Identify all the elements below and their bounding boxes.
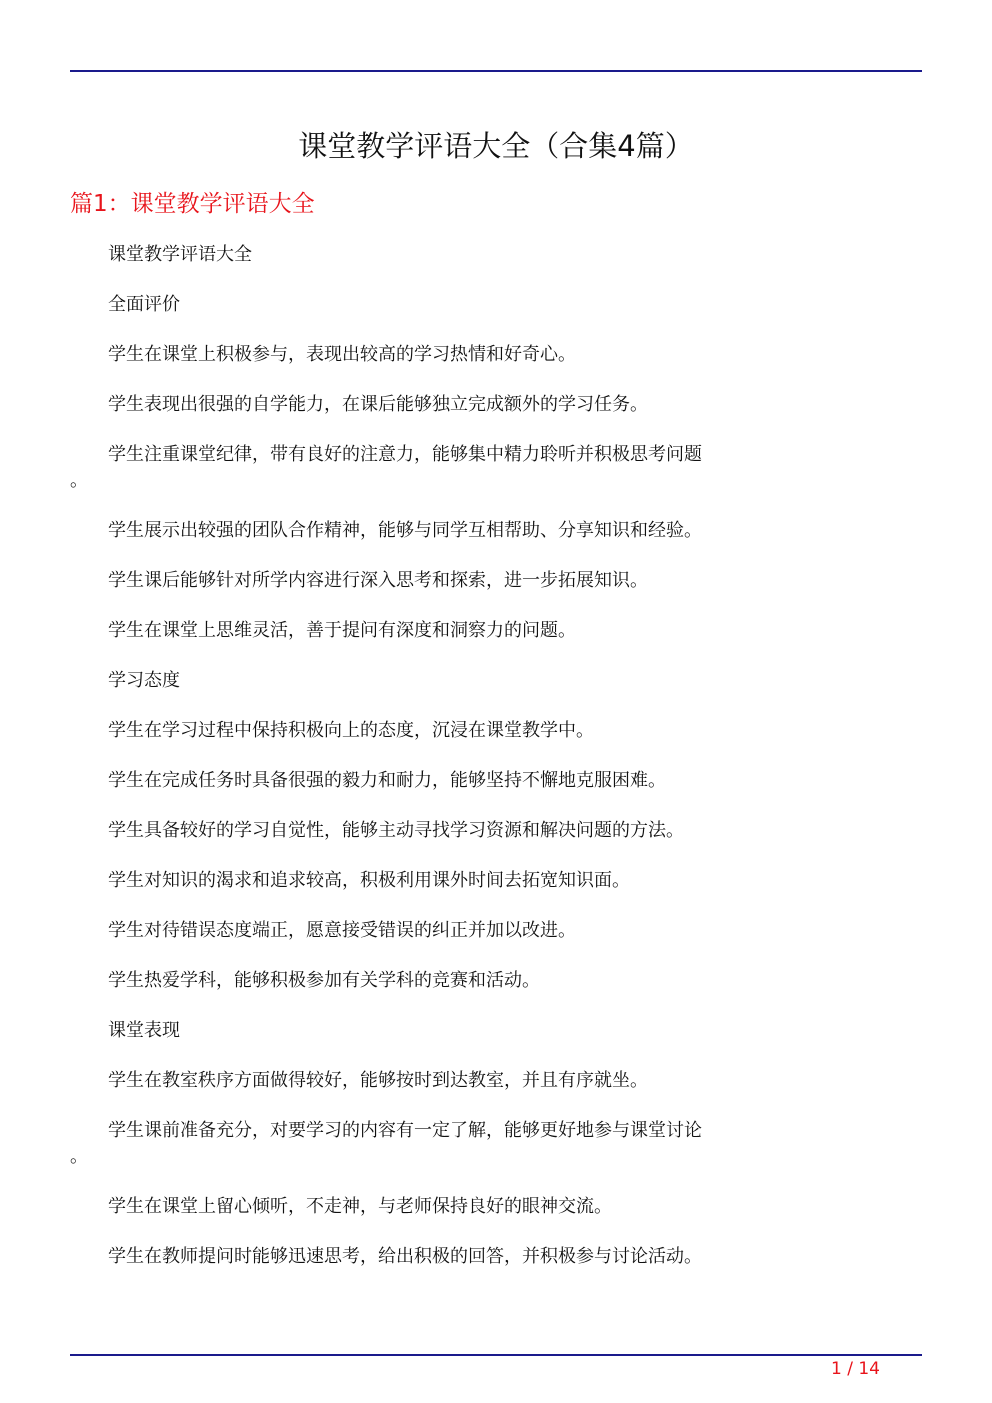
- document-body: [70, 242, 800, 1294]
- footer-rule: [70, 1354, 922, 1356]
- paragraph-text: 学生课前准备充分，对要学习的内容有一定了解，能够更好地参与课堂讨论: [108, 1120, 702, 1141]
- paragraph: 课堂教学评语大全: [108, 244, 252, 265]
- paragraph: 学生在课堂上积极参与，表现出较高的学习热情和好奇心。: [108, 344, 576, 365]
- paragraph: [70, 1118, 800, 1170]
- paragraph: 学生课后能够针对所学内容进行深入思考和探索，进一步拓展知识。: [108, 570, 648, 591]
- paragraph: 学生展示出较强的团队合作精神，能够与同学互相帮助、分享知识和经验。: [108, 520, 702, 541]
- paragraph: 课堂表现: [108, 1020, 180, 1041]
- paragraph: [70, 442, 800, 494]
- page-indicator: 1 / 14: [831, 1359, 880, 1379]
- paragraph-text: 学生注重课堂纪律，带有良好的注意力，能够集中精力聆听并积极思考问题: [108, 444, 702, 465]
- header-rule: [70, 70, 922, 72]
- section-heading: 篇1：课堂教学评语大全: [70, 191, 315, 217]
- paragraph: 学生在课堂上思维灵活，善于提问有深度和洞察力的问题。: [108, 620, 576, 641]
- document-title: 课堂教学评语大全（合集4篇）: [298, 129, 694, 163]
- paragraph-tail: 。: [70, 1146, 88, 1167]
- paragraph: 学生对知识的渴求和追求较高，积极利用课外时间去拓宽知识面。: [108, 870, 630, 891]
- paragraph: 学生在学习过程中保持积极向上的态度，沉浸在课堂教学中。: [108, 720, 594, 741]
- paragraph: 学生在教师提问时能够迅速思考，给出积极的回答，并积极参与讨论活动。: [108, 1246, 702, 1267]
- paragraph: 学习态度: [108, 670, 180, 691]
- paragraph: 学生对待错误态度端正，愿意接受错误的纠正并加以改进。: [108, 920, 576, 941]
- paragraph: 学生热爱学科，能够积极参加有关学科的竞赛和活动。: [108, 970, 540, 991]
- paragraph: 全面评价: [108, 294, 180, 315]
- paragraph: 学生在课堂上留心倾听，不走神，与老师保持良好的眼神交流。: [108, 1196, 612, 1217]
- paragraph: 学生表现出很强的自学能力，在课后能够独立完成额外的学习任务。: [108, 394, 648, 415]
- paragraph-tail: 。: [70, 470, 88, 491]
- paragraph: 学生具备较好的学习自觉性，能够主动寻找学习资源和解决问题的方法。: [108, 820, 684, 841]
- paragraph: 学生在完成任务时具备很强的毅力和耐力，能够坚持不懈地克服困难。: [108, 770, 666, 791]
- paragraph: 学生在教室秩序方面做得较好，能够按时到达教室，并且有序就坐。: [108, 1070, 648, 1091]
